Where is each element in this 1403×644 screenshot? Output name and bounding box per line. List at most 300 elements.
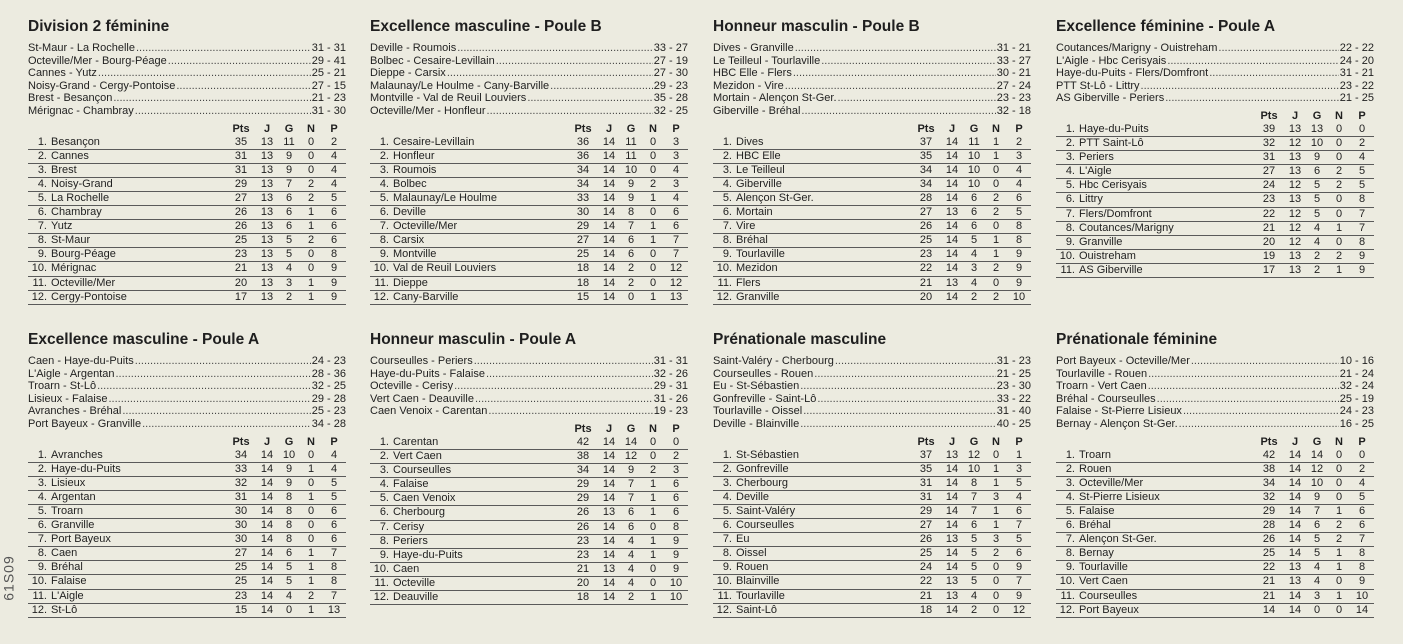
standings-table	[713, 436, 1031, 618]
result-row	[1056, 393, 1374, 406]
match-score: 23 - 30	[996, 380, 1031, 393]
table-row	[1056, 165, 1374, 179]
stat-pts: 18	[568, 591, 598, 605]
stat-g: 9	[278, 163, 300, 177]
rank: 6.	[37, 519, 47, 532]
stat-pts: 29	[1254, 504, 1284, 518]
section-title: Excellence féminine - Poule A	[1056, 18, 1276, 35]
stat-n: 2	[985, 290, 1007, 304]
dot-leader	[1165, 92, 1339, 105]
table-row	[1056, 603, 1374, 617]
stat-g: 5	[963, 533, 985, 547]
table-row	[370, 450, 688, 464]
team-cell	[370, 206, 568, 220]
table-row	[28, 449, 346, 463]
result-row	[370, 105, 688, 118]
stat-j: 14	[941, 149, 963, 163]
stat-n: 0	[300, 519, 322, 533]
team-cell	[713, 136, 911, 150]
dot-leader	[113, 92, 310, 105]
stat-j: 13	[256, 276, 278, 290]
team-cell	[28, 504, 226, 518]
team-cell	[1056, 137, 1254, 151]
team-cell	[1056, 165, 1254, 179]
stat-j: 14	[256, 504, 278, 518]
stat-n: 0	[642, 562, 664, 576]
team-name: St-Maur	[51, 234, 91, 247]
rank: 8.	[379, 534, 389, 547]
stat-g: 6	[620, 520, 642, 534]
table-row	[370, 276, 688, 290]
team-name: Chambray	[51, 206, 102, 219]
match-teams: Caen - Haye-du-Puits	[28, 355, 134, 367]
result-row	[1056, 355, 1374, 368]
team-name: Vire	[736, 220, 756, 233]
team-cell	[1056, 449, 1254, 463]
team-name: AS Giberville	[1079, 263, 1143, 276]
dot-leader	[821, 55, 996, 68]
stat-g: 8	[278, 490, 300, 504]
team-cell	[28, 248, 226, 262]
team-name: Haye-du-Puits	[51, 462, 121, 475]
table-row	[28, 276, 346, 290]
stat-pts: 21	[568, 562, 598, 576]
column-header: Pts	[1260, 435, 1278, 448]
dot-leader	[457, 42, 653, 55]
stat-p: 9	[1007, 248, 1031, 262]
team-name: Argentan	[51, 490, 96, 503]
team-name: Cherbourg	[736, 476, 788, 489]
table-row	[28, 136, 346, 150]
dot-leader	[116, 368, 311, 381]
stat-g: 3	[1306, 589, 1328, 603]
stat-n: 0	[985, 449, 1007, 463]
table-row	[370, 234, 688, 248]
stat-n: 0	[1328, 575, 1350, 589]
team-cell	[28, 603, 226, 617]
stat-j: 14	[941, 191, 963, 205]
stat-n: 0	[642, 248, 664, 262]
stat-pts: 23	[226, 248, 256, 262]
stat-p: 9	[322, 290, 346, 304]
column-header: Pts	[574, 422, 592, 435]
division-section	[713, 17, 1031, 305]
match-score: 29 - 28	[311, 392, 346, 405]
stat-g: 7	[1306, 504, 1328, 518]
dot-leader	[486, 368, 653, 381]
match-score: 31 - 30	[311, 104, 346, 117]
dot-leader	[1167, 55, 1338, 68]
stat-g: 8	[963, 476, 985, 490]
stat-j: 13	[256, 163, 278, 177]
stat-p: 10	[664, 591, 688, 605]
stat-n: 2	[985, 547, 1007, 561]
column-header: N	[992, 122, 1000, 135]
standings-table	[28, 123, 346, 305]
stat-j: 14	[1284, 476, 1306, 490]
stat-n: 1	[1328, 504, 1350, 518]
stat-n: 1	[642, 220, 664, 234]
division-section	[370, 330, 688, 605]
stat-pts: 25	[568, 248, 598, 262]
stat-p: 9	[1350, 575, 1374, 589]
column-header: G	[284, 122, 294, 135]
rank: 6.	[379, 206, 389, 219]
team-name: Avranches	[51, 448, 103, 461]
match-teams: L'Aigle - Hbc Cerisyais	[1056, 54, 1167, 67]
stat-n: 0	[642, 136, 664, 150]
stat-n: 1	[1328, 221, 1350, 235]
stat-p: 5	[1007, 476, 1031, 490]
result-row	[1056, 380, 1374, 393]
stat-p: 7	[1350, 533, 1374, 547]
match-teams: Bernay - Alençon St-Ger.	[1056, 417, 1178, 430]
stat-g: 11	[620, 136, 642, 150]
stat-g: 4	[963, 276, 985, 290]
match-teams: Montville - Val de Reuil Louviers	[370, 92, 527, 105]
stat-g: 2	[278, 290, 300, 304]
stat-n: 0	[1328, 449, 1350, 463]
stat-pts: 26	[911, 220, 941, 234]
team-name: Bréhal	[736, 234, 768, 247]
team-name: Le Teilleul	[736, 163, 785, 176]
stat-p: 3	[1007, 149, 1031, 163]
table-row	[370, 591, 688, 605]
stat-p: 5	[1350, 165, 1374, 179]
stat-pts: 23	[1254, 193, 1284, 207]
match-teams: St-Maur - La Rochelle	[28, 42, 135, 54]
stat-j: 13	[256, 136, 278, 150]
table-row	[1056, 533, 1374, 547]
column-header: N	[992, 435, 1000, 448]
team-name: Troarn	[51, 504, 83, 517]
stat-p: 10	[664, 576, 688, 590]
stat-pts: 26	[1254, 533, 1284, 547]
header-blank	[28, 123, 226, 136]
stat-g: 10	[1306, 137, 1328, 151]
stat-j: 14	[598, 290, 620, 304]
stat-p: 9	[1350, 249, 1374, 263]
team-name: Port Bayeux	[1079, 603, 1139, 616]
dot-leader	[122, 405, 310, 418]
stat-p: 7	[1350, 207, 1374, 221]
stat-j: 13	[941, 206, 963, 220]
stat-g: 12	[963, 449, 985, 463]
team-name: Haye-du-Puits	[1079, 122, 1149, 135]
team-name: Gonfreville	[736, 462, 789, 475]
team-cell	[1056, 263, 1254, 277]
stat-n: 0	[1328, 151, 1350, 165]
rank: 1.	[379, 135, 389, 148]
stat-pts: 25	[226, 561, 256, 575]
rank: 3.	[37, 163, 47, 176]
result-row	[1056, 42, 1374, 55]
rank: 3.	[379, 163, 389, 176]
rank: 6.	[722, 519, 732, 532]
rank: 1.	[37, 448, 47, 461]
team-cell	[370, 262, 568, 276]
team-name: Ouistreham	[1079, 249, 1136, 262]
stat-pts: 18	[911, 603, 941, 617]
match-score: 25 - 21	[311, 67, 346, 80]
stat-pts: 26	[226, 220, 256, 234]
stat-n: 0	[300, 476, 322, 490]
rank: 2.	[1065, 137, 1075, 150]
team-name: Malaunay/Le Houlme	[393, 191, 497, 204]
rank: 6.	[379, 506, 389, 519]
stat-n: 2	[642, 177, 664, 191]
stat-pts: 34	[911, 163, 941, 177]
match-teams: Mortain - Alençon St-Ger.	[713, 92, 837, 105]
stat-n: 0	[985, 603, 1007, 617]
match-teams: Deville - Blainville	[713, 417, 800, 430]
stat-j: 14	[256, 547, 278, 561]
team-cell	[28, 547, 226, 561]
stat-g: 4	[1306, 235, 1328, 249]
team-cell	[1056, 207, 1254, 221]
dot-leader	[176, 80, 310, 93]
rank: 4.	[722, 490, 732, 503]
rank: 1.	[1065, 448, 1075, 461]
stat-n: 1	[1328, 561, 1350, 575]
match-score: 25 - 23	[311, 405, 346, 418]
dot-leader	[1141, 80, 1339, 93]
stat-p: 6	[1007, 547, 1031, 561]
rank: 8.	[37, 547, 47, 560]
team-cell	[370, 220, 568, 234]
stat-j: 13	[256, 220, 278, 234]
stat-g: 7	[620, 492, 642, 506]
stat-g: 6	[1306, 519, 1328, 533]
match-teams: L'Aigle - Argentan	[28, 367, 115, 380]
stat-n: 1	[985, 234, 1007, 248]
stat-pts: 29	[568, 492, 598, 506]
rank: 3.	[379, 464, 389, 477]
result-row	[370, 355, 688, 368]
stat-g: 5	[963, 547, 985, 561]
team-cell	[370, 562, 568, 576]
team-name: Haye-du-Puits	[393, 548, 463, 561]
team-name: HBC Elle	[736, 149, 781, 162]
match-teams: Mezidon - Vire	[713, 79, 784, 92]
rank: 6.	[722, 206, 732, 219]
stat-p: 2	[322, 136, 346, 150]
table-row	[713, 136, 1031, 150]
team-name: Deville	[736, 490, 770, 503]
table-row	[370, 464, 688, 478]
stat-j: 14	[598, 591, 620, 605]
column-header: Pts	[917, 435, 935, 448]
team-name: Caen	[51, 547, 78, 560]
match-score: 23 - 23	[996, 92, 1031, 105]
stat-p: 9	[1007, 276, 1031, 290]
stat-pts: 32	[1254, 490, 1284, 504]
match-teams: Saint-Valéry - Cherbourg	[713, 355, 834, 367]
stat-j: 14	[256, 490, 278, 504]
column-header: N	[1335, 109, 1343, 122]
stat-g: 5	[963, 575, 985, 589]
table-row	[713, 206, 1031, 220]
dot-leader	[454, 380, 653, 393]
team-cell	[1056, 561, 1254, 575]
stat-pts: 34	[226, 449, 256, 463]
stat-pts: 28	[911, 191, 941, 205]
column-header: G	[1312, 435, 1322, 448]
stat-g: 6	[620, 506, 642, 520]
stat-n: 0	[985, 575, 1007, 589]
team-name: Roumois	[393, 163, 437, 176]
stat-pts: 25	[226, 234, 256, 248]
stat-j: 12	[1284, 179, 1306, 193]
column-header: N	[307, 435, 315, 448]
stat-pts: 34	[568, 464, 598, 478]
match-teams: Octeville/Mer - Bourg-Péage	[28, 54, 167, 67]
team-cell	[370, 506, 568, 520]
stat-g: 2	[963, 290, 985, 304]
rank: 5.	[722, 504, 732, 517]
stat-pts: 25	[911, 547, 941, 561]
stat-pts: 34	[568, 163, 598, 177]
team-name: Carsix	[393, 234, 425, 247]
stat-pts: 20	[226, 276, 256, 290]
stat-p: 10	[1007, 290, 1031, 304]
table-row	[1056, 547, 1374, 561]
stat-p: 6	[1350, 504, 1374, 518]
team-name: PTT Saint-Lô	[1079, 137, 1144, 150]
stat-pts: 30	[226, 533, 256, 547]
team-cell	[370, 478, 568, 492]
result-row	[713, 55, 1031, 68]
stat-n: 0	[985, 177, 1007, 191]
division-section	[1056, 330, 1374, 618]
table-row	[713, 603, 1031, 617]
team-cell	[28, 490, 226, 504]
stat-j: 14	[1284, 603, 1306, 617]
stat-n: 0	[642, 436, 664, 450]
dot-leader	[1183, 405, 1339, 418]
stat-p: 9	[322, 262, 346, 276]
stat-n: 1	[1328, 263, 1350, 277]
team-name: Vert Caen	[1079, 575, 1128, 588]
stat-j: 13	[1284, 165, 1306, 179]
team-cell	[28, 163, 226, 177]
table-row	[713, 262, 1031, 276]
stat-pts: 35	[226, 136, 256, 150]
rank: 10.	[716, 575, 732, 588]
rank: 10.	[1059, 249, 1075, 262]
stat-n: 2	[985, 191, 1007, 205]
stat-g: 11	[620, 149, 642, 163]
stat-j: 14	[598, 177, 620, 191]
stat-g: 2	[1306, 249, 1328, 263]
team-name: Cany-Barville	[393, 290, 459, 303]
stat-p: 6	[664, 206, 688, 220]
standings-table	[1056, 436, 1374, 618]
team-cell	[370, 492, 568, 506]
result-row	[713, 405, 1031, 418]
stat-pts: 31	[226, 163, 256, 177]
team-name: St-Sébastien	[736, 448, 799, 461]
dot-leader	[1209, 67, 1339, 80]
team-name: L'Aigle	[51, 589, 84, 602]
match-teams: Bolbec - Cesaire-Levillain	[370, 54, 495, 67]
team-cell	[713, 177, 911, 191]
stat-n: 0	[642, 276, 664, 290]
result-row	[1056, 405, 1374, 418]
team-cell	[713, 149, 911, 163]
team-name: Tourlaville	[736, 589, 785, 602]
team-cell	[1056, 151, 1254, 165]
stat-pts: 42	[1254, 449, 1284, 463]
team-cell	[28, 136, 226, 150]
match-score: 35 - 28	[653, 92, 688, 105]
rank: 5.	[1065, 504, 1075, 517]
table-row	[1056, 235, 1374, 249]
rank: 11.	[717, 276, 732, 289]
column-header: Pts	[232, 122, 250, 135]
stat-j: 14	[256, 575, 278, 589]
stat-p: 5	[1350, 490, 1374, 504]
result-row	[370, 92, 688, 105]
dot-leader	[793, 67, 996, 80]
table-row	[28, 248, 346, 262]
column-header: P	[1358, 109, 1366, 122]
stat-n: 0	[300, 149, 322, 163]
match-teams: Dieppe - Carsix	[370, 67, 446, 80]
stat-j: 14	[598, 220, 620, 234]
team-cell	[713, 220, 911, 234]
stat-pts: 30	[226, 504, 256, 518]
dot-leader	[1179, 418, 1339, 431]
table-row	[713, 276, 1031, 290]
stat-n: 0	[985, 276, 1007, 290]
rank: 9.	[37, 248, 47, 261]
rank: 4.	[379, 478, 389, 491]
team-cell	[713, 234, 911, 248]
team-name: Bolbec	[393, 177, 427, 190]
stat-pts: 20	[568, 576, 598, 590]
result-row	[28, 92, 346, 105]
table-row	[1056, 476, 1374, 490]
stat-pts: 34	[911, 177, 941, 191]
stat-n: 3	[985, 533, 1007, 547]
table-row	[713, 575, 1031, 589]
table-row	[713, 191, 1031, 205]
stat-n: 1	[642, 290, 664, 304]
stat-j: 13	[941, 276, 963, 290]
rank: 9.	[379, 548, 389, 561]
column-header: J	[948, 435, 956, 448]
result-row	[713, 393, 1031, 406]
match-score: 19 - 23	[653, 405, 688, 418]
stat-n: 1	[300, 290, 322, 304]
stat-j: 13	[941, 533, 963, 547]
stat-j: 14	[1284, 449, 1306, 463]
stat-p: 3	[664, 177, 688, 191]
stat-pts: 39	[1254, 123, 1284, 137]
section-title: Excellence masculine - Poule B	[370, 18, 602, 35]
stat-j: 13	[941, 449, 963, 463]
table-row	[370, 163, 688, 177]
stat-j: 14	[941, 462, 963, 476]
team-name: Bourg-Péage	[51, 248, 116, 261]
table-row	[28, 462, 346, 476]
team-name: Oissel	[736, 547, 767, 560]
stat-p: 5	[1007, 533, 1031, 547]
team-cell	[1056, 519, 1254, 533]
table-row	[713, 149, 1031, 163]
rank: 8.	[722, 234, 732, 247]
